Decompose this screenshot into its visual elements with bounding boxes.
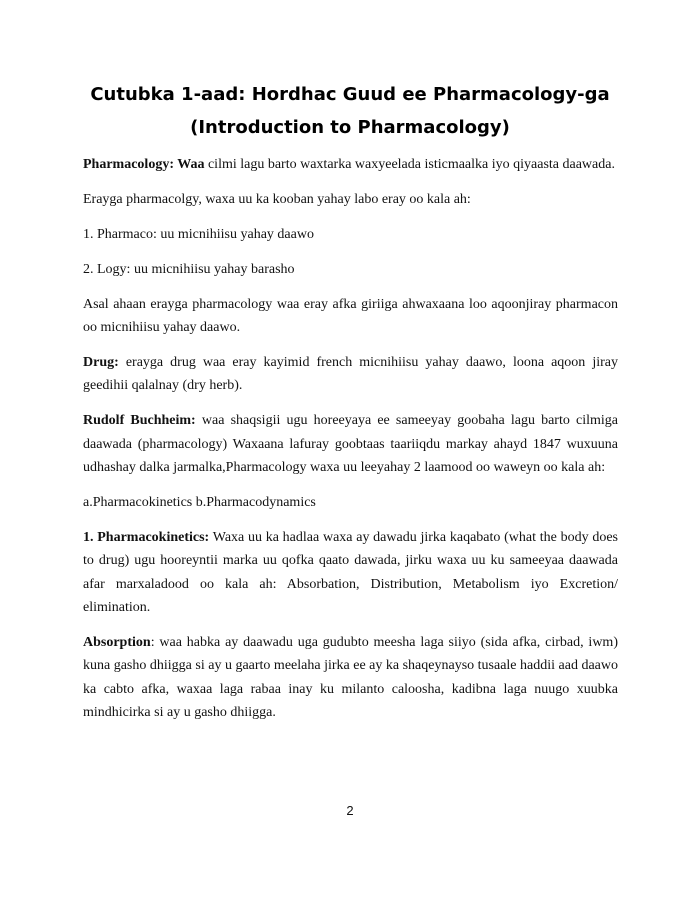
term-pharmacokinetics: 1. Pharmacokinetics:	[83, 529, 210, 545]
definition-pharmacology: cilmi lagu barto waxtarka waxyeelada isticmaalka iyo qiyaasta daawada.	[204, 157, 615, 172]
definition-pharmacokinetics: Waxa uu ka hadlaa waxa ay dawadu jirka kaqabato (what the body does to drug) ugu hooreyntii marka uu qofka qaato dawada, jirku waxa uu ku sameeyaa daawada afar marxaladood oo kala ah: Absorbation, Distribution, Metabolism iyo Excretion/ elimination.	[83, 529, 618, 616]
list-item-logy: 2. Logy: uu micnihiisu yahay barasho	[83, 261, 295, 277]
term-absorption: Absorption	[83, 635, 151, 650]
paragraph-etymology-intro: Erayga pharmacolgy, waxa uu ka kooban yahay labo eray oo kala ah:	[83, 191, 471, 207]
chapter-title	[0, 78, 700, 144]
paragraph-pharmacology-definition	[83, 153, 618, 176]
chapter-title-line-1: Cutubka 1-aad: Hordhac Guud ee Pharmacology-ga	[90, 84, 610, 105]
chapter-title-line-2: (Introduction to Pharmacology)	[190, 117, 510, 138]
definition-drug: erayga drug waa eray kayimid french micnihiisu yahay daawo, loona aqoon jiray geedihii qalalnay (dry herb).	[83, 354, 618, 394]
body-text	[83, 153, 618, 736]
list-item-pharmaco: 1. Pharmaco: uu micnihiisu yahay daawo	[83, 226, 314, 242]
page-number: 2	[346, 803, 354, 818]
paragraph-drug-definition	[83, 351, 618, 398]
paragraph-branches: a.Pharmacokinetics b.Pharmacodynamics	[83, 494, 316, 510]
definition-rudolf-buchheim: waa shaqsigii ugu horeeyaya ee sameeyay goobaha lagu barto cilmiga daawada (pharmacology) Waxaana lafuray goobtaas taariiqdu markay ahayd 1847 wuxuuna udhashay dalka jarmalka,Pharmacology waxa uu leeyahay 2 laamood oo waweyn oo kala ah:	[83, 413, 618, 476]
paragraph-origin: Asal ahaan erayga pharmacology waa eray afka giriiga ahwaxaana loo aqoonjiray pharmacon oo micnihiisu yahay daawo.	[83, 296, 618, 336]
paragraph-absorption	[83, 631, 618, 725]
paragraph-pharmacokinetics	[83, 526, 618, 620]
definition-absorption: : waa habka ay daawadu uga gudubto meesha laga siiyo (sida afka, cirbad, iwm) kuna gasho dhiigga si ay u gaarto meelaha jirka ee ay ka shaqeynayso tusaale haddii aad daawo ka cabto afka, waxaa laga rabaa inay ku milanto caloosha, kadibna laga nuugo xuubka mindhicirka si ay u gasho dhiigga.	[83, 635, 618, 721]
paragraph-rudolf-buchheim	[83, 409, 618, 479]
term-pharmacology: Pharmacology: Waa	[83, 157, 205, 172]
term-rudolf-buchheim: Rudolf Buchheim:	[83, 413, 196, 429]
term-drug: Drug:	[83, 354, 119, 370]
